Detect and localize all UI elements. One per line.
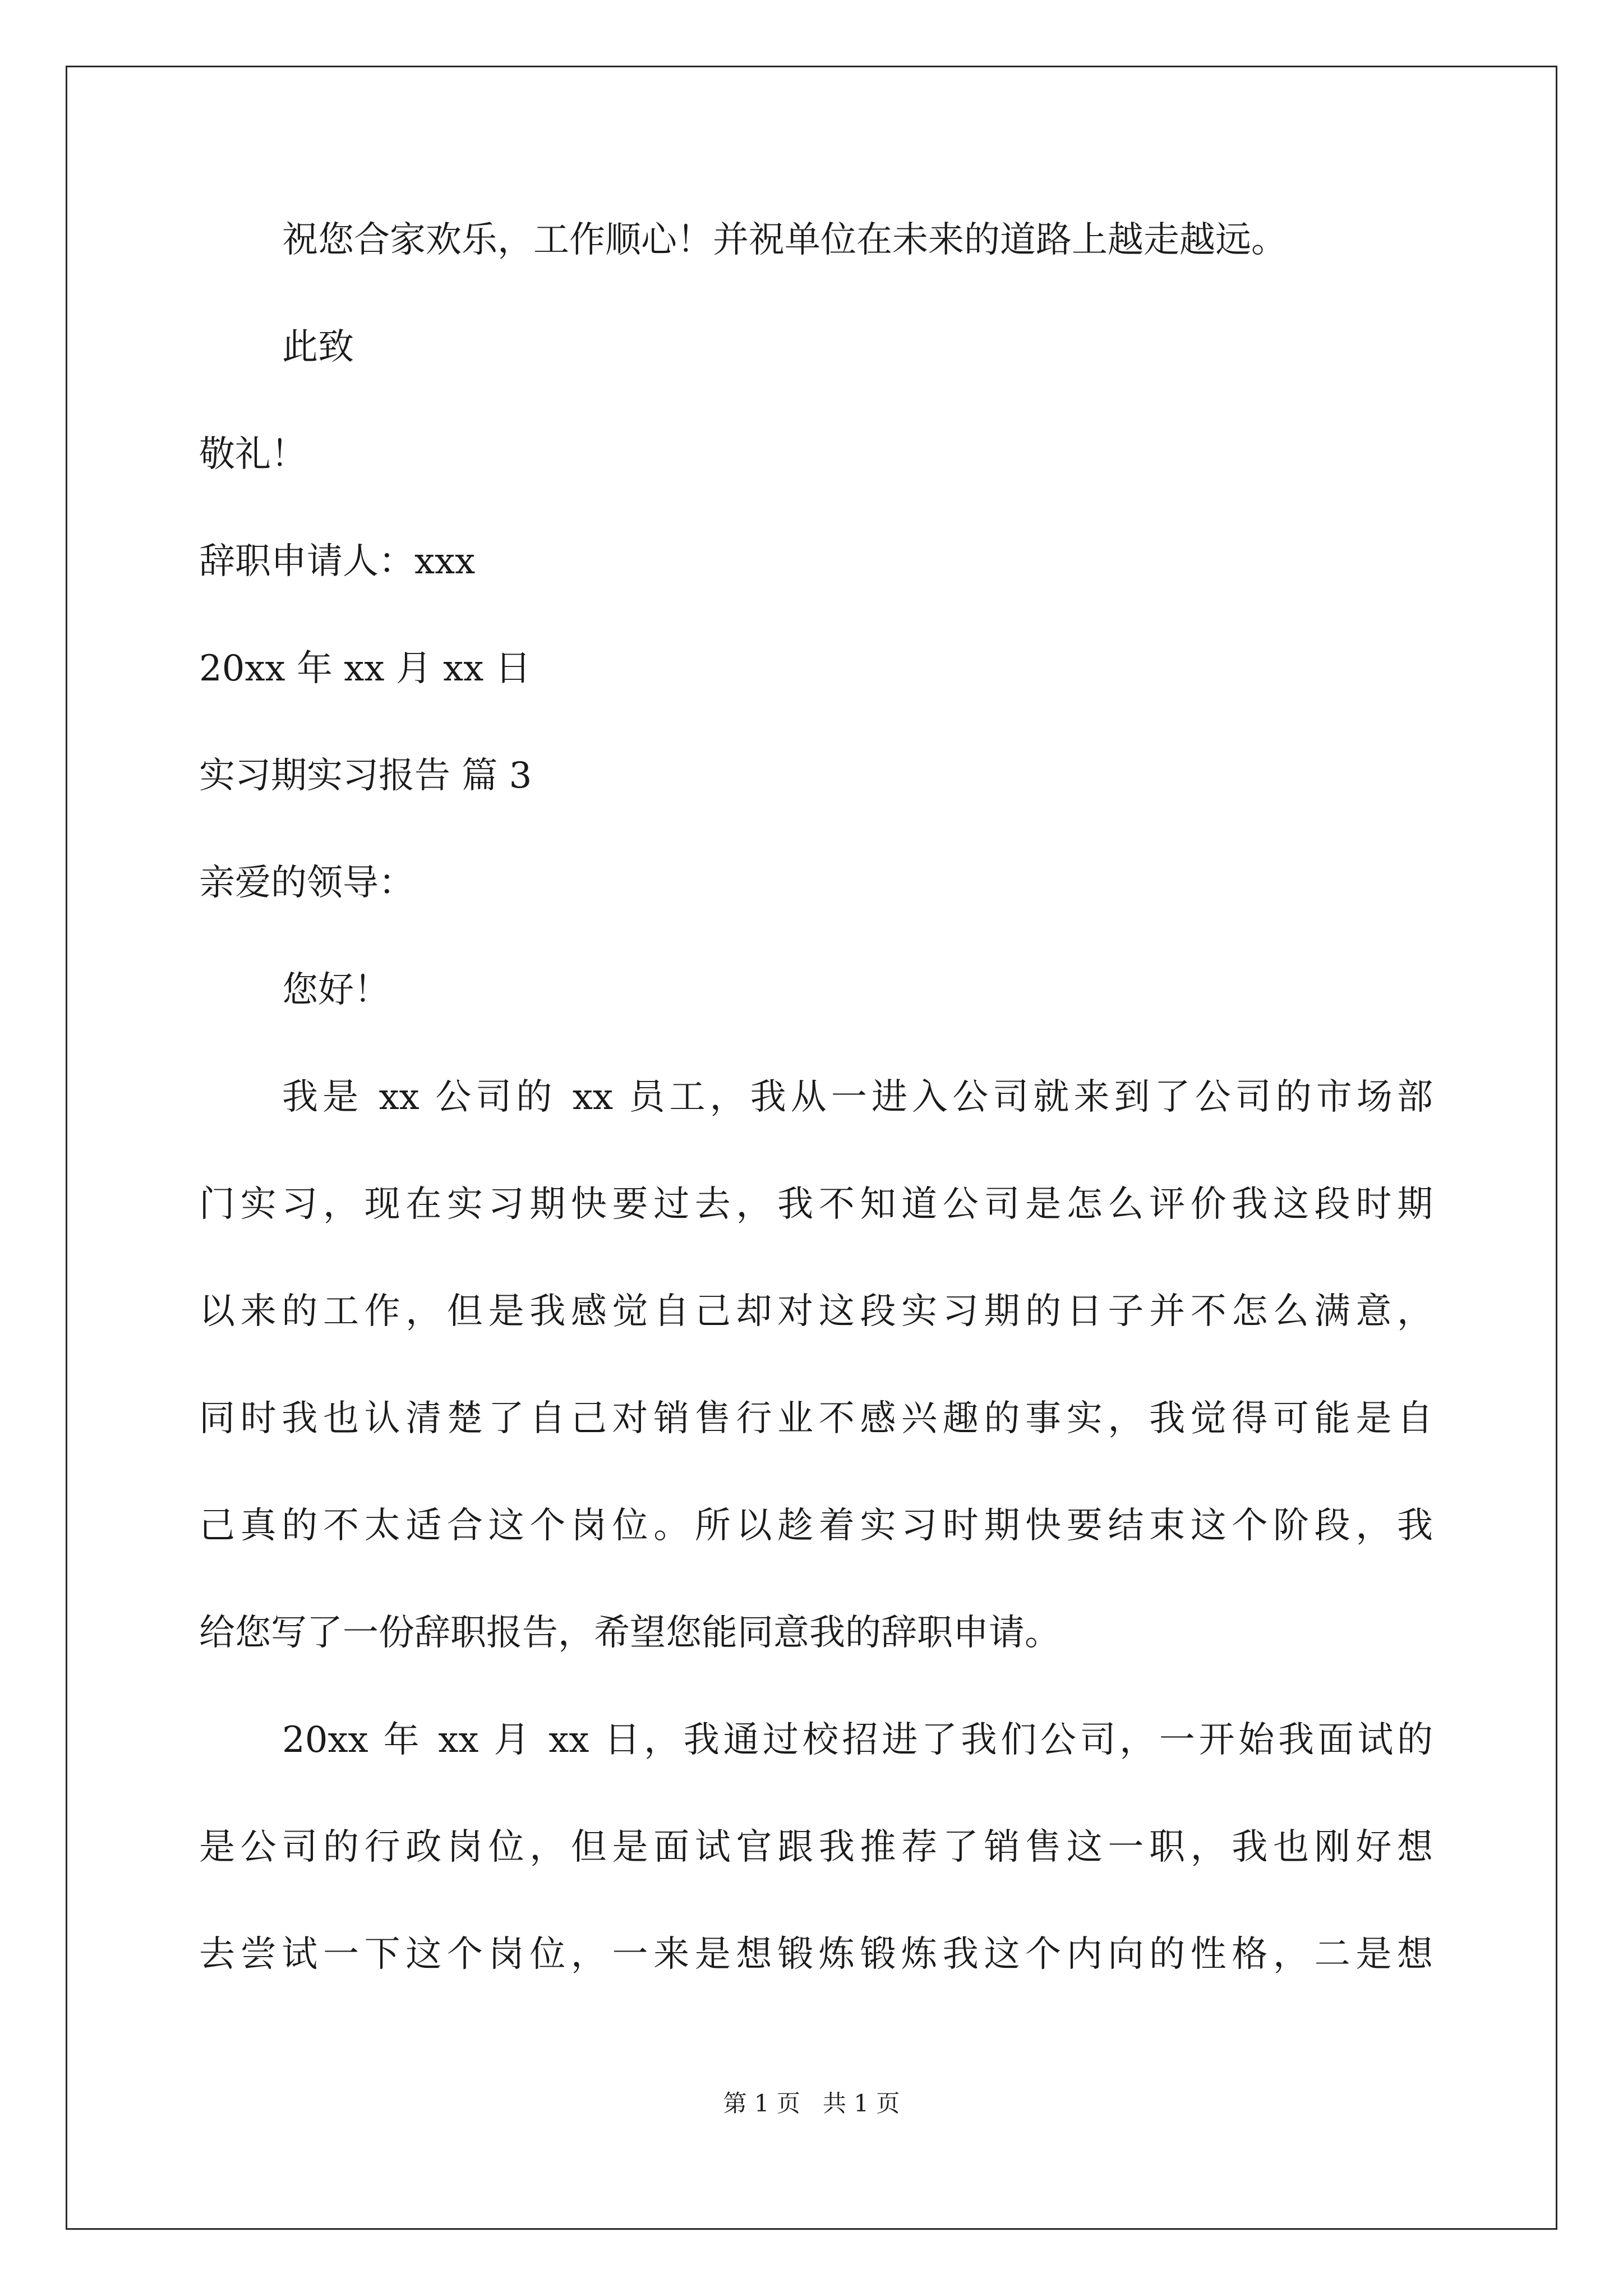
text-line: 去尝试一下这个岗位，一来是想锻炼锻炼我这个内向的性格，二是想	[199, 1934, 1433, 1975]
text-line: 我是 xx 公司的 xx 员工，我从一进入公司就来到了公司的市场部	[282, 1076, 1433, 1118]
page-footer	[0, 2088, 1623, 2119]
text-line: 20xx 年 xx 月 xx 日，我通过校招进了我们公司，一开始我面试的	[282, 1719, 1433, 1761]
text-line: 20xx 年 xx 月 xx 日	[199, 648, 531, 689]
greeting: 您好！	[282, 969, 390, 1011]
text-line: 门实习，现在实习期快要过去，我不知道公司是怎么评价我这段时期	[199, 1184, 1433, 1225]
text-line: 同时我也认清楚了自己对销售行业不感兴趣的事实，我觉得可能是自	[199, 1398, 1433, 1439]
text-line: 祝您合家欢乐，工作顺心！并祝单位在未来的道路上越走越远。	[282, 219, 1287, 261]
text-line: 辞职申请人：xxx	[199, 541, 476, 582]
page-total: 共 1 页	[823, 2090, 900, 2117]
text-line: 己真的不太适合这个岗位。所以趁着实习时期快要结束这个阶段，我	[199, 1505, 1433, 1547]
document-body	[199, 213, 1433, 2035]
salutation: 亲爱的领导：	[199, 862, 414, 904]
page-number: 第 1 页	[723, 2090, 800, 2117]
text-line: 以来的工作，但是我感觉自己却对这段实习期的日子并不怎么满意，	[199, 1291, 1433, 1332]
text-line: 此致	[282, 326, 354, 368]
text-line: 敬礼！	[199, 434, 307, 475]
text-line: 是公司的行政岗位，但是面试官跟我推荐了销售这一职，我也刚好想	[199, 1826, 1433, 1868]
section-heading: 实习期实习报告 篇 3	[199, 755, 532, 797]
text-line: 给您写了一份辞职报告，希望您能同意我的辞职申请。	[199, 1612, 1061, 1654]
